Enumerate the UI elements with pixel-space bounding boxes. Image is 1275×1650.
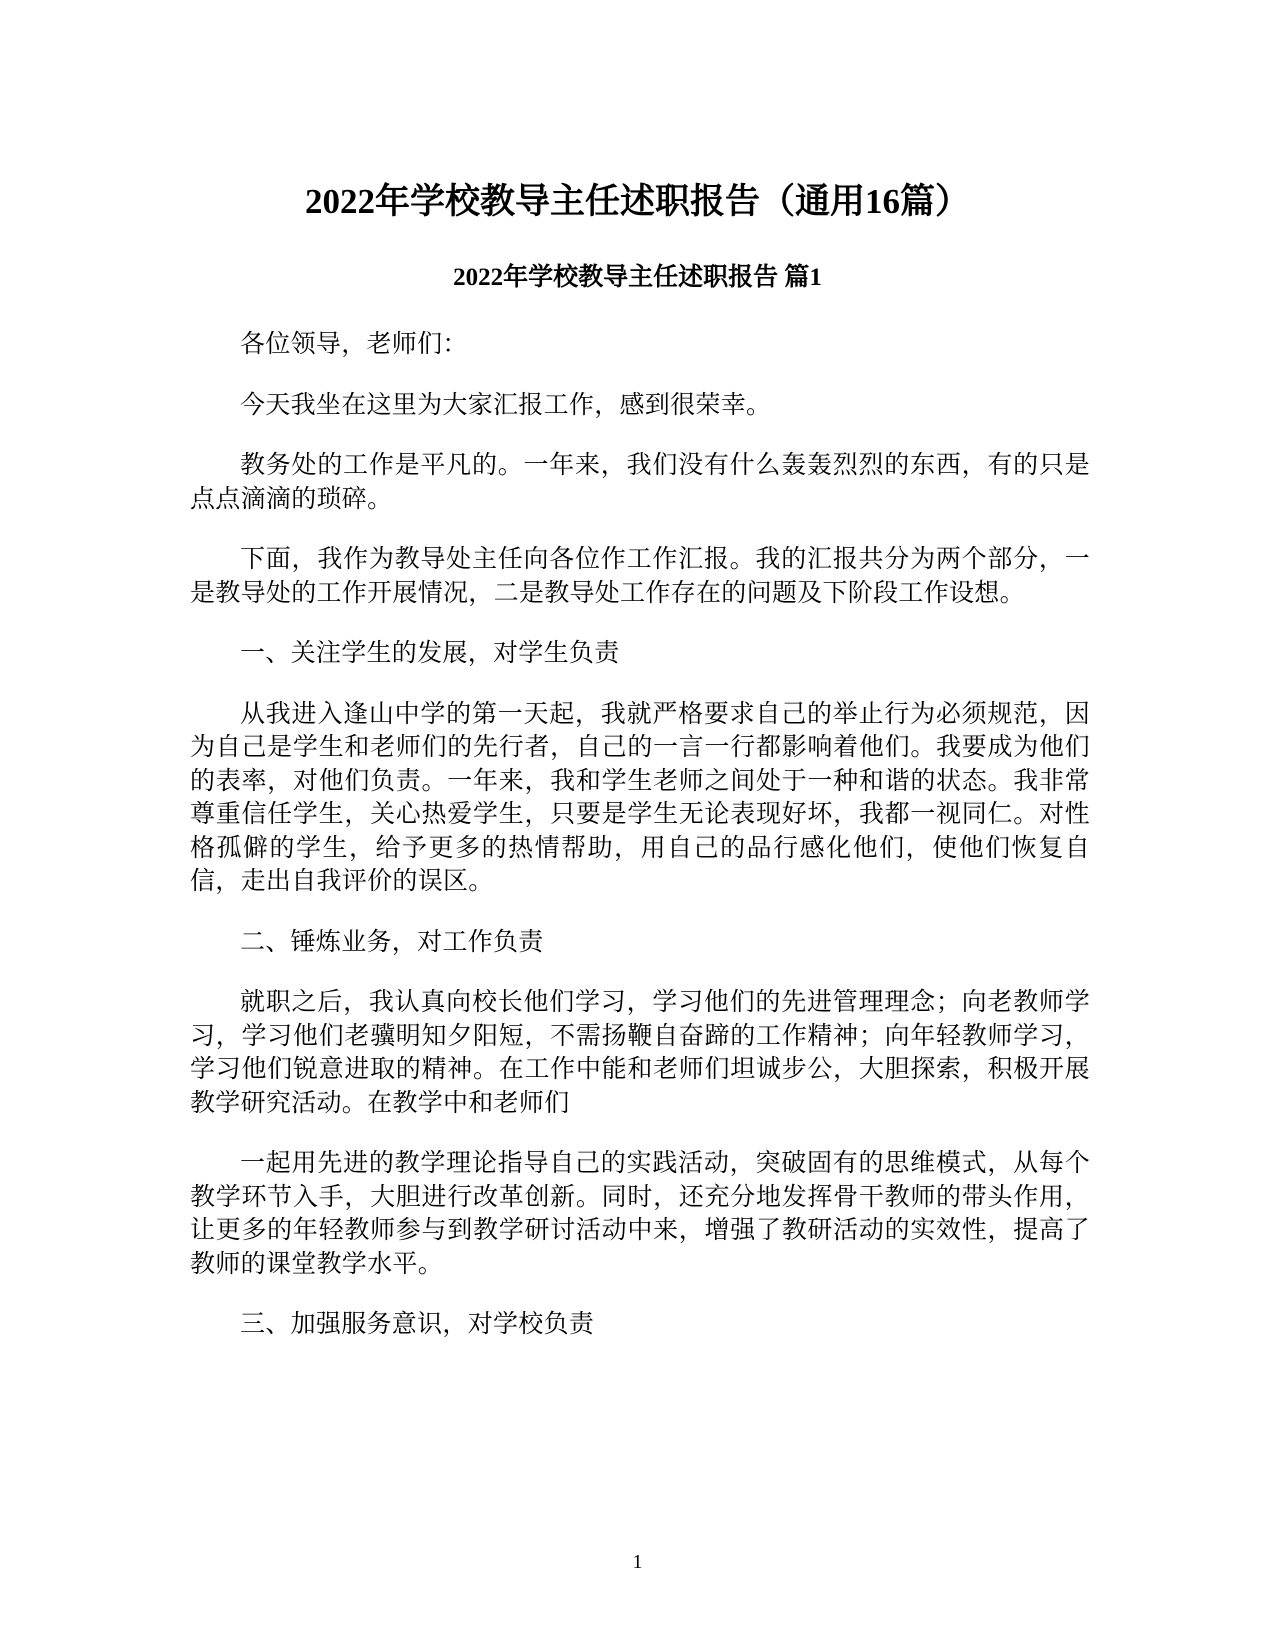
document-title: 2022年学校教导主任述职报告（通用16篇） bbox=[304, 182, 970, 221]
section-subtitle: 2022年学校教导主任述职报告 篇1 bbox=[453, 264, 822, 291]
page-number: 1 bbox=[632, 1551, 643, 1573]
paragraph: 教务处的工作是平凡的。一年来，我们没有什么轰轰烈烈的东西，有的只是点点滴滴的琐碎。 bbox=[190, 452, 1090, 513]
section-heading-two: 二、锤炼业务，对工作负责 bbox=[240, 928, 544, 956]
section-heading-one: 一、关注学生的发展，对学生负责 bbox=[240, 640, 620, 667]
paragraph: 下面，我作为教导处主任向各位作工作汇报。我的汇报共分为两个部分，一是教导处的工作开展情况，二是教导处工作存在的问题及下阶段工作设想。 bbox=[190, 546, 1090, 607]
paragraph: 今天我坐在这里为大家汇报工作，感到很荣幸。 bbox=[240, 391, 772, 419]
paragraph: 就职之后，我认真向校长他们学习，学习他们的先进管理理念；向老教师学习，学习他们老骥明知夕阳短，不需扬鞭自奋蹄的工作精神；向年轻教师学习，学习他们锐意进取的精神。在工作中能和老师们坦诚步公，大胆探索，积极开展教学研究活动。在教学中和老师们 bbox=[190, 989, 1090, 1117]
paragraph: 从我进入逢山中学的第一天起，我就严格要求自己的举止行为必须规范，因为自己是学生和老师们的先行者，自己的一言一行都影响着他们。我要成为他们的表率，对他们负责。一年来，我和学生老师之间处于一种和谐的状态。我非常尊重信任学生，关心热爱学生，只要是学生无论表现好坏，我都一视同仁。对性格孤僻的学生，给予更多的热情帮助，用自己的品行感化他们，使他们恢复自信，走出自我评价的误区。 bbox=[190, 700, 1090, 895]
document-body bbox=[190, 328, 1090, 1369]
paragraph: 一起用先进的教学理论指导自己的实践活动，突破固有的思维模式，从每个教学环节入手，大胆进行改革创新。同时，还充分地发挥骨干教师的带头作用，让更多的年轻教师参与到教学研讨活动中来，增强了教研活动的实效性，提高了教师的课堂教学水平。 bbox=[190, 1150, 1090, 1278]
paragraph-greeting: 各位领导，老师们： bbox=[240, 331, 468, 358]
section-heading-three: 三、加强服务意识，对学校负责 bbox=[240, 1311, 595, 1338]
